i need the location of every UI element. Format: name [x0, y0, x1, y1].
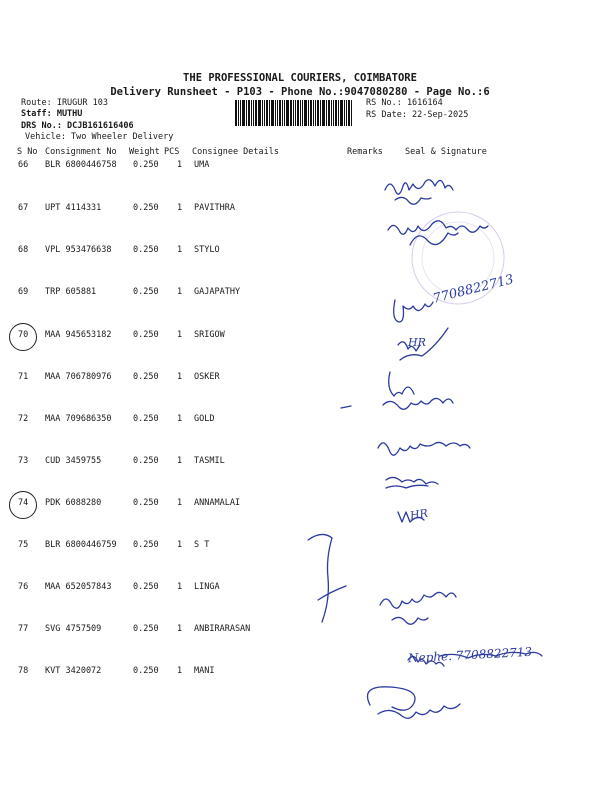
col-pcs: PCS [164, 147, 180, 157]
row-consignee: S T [194, 540, 210, 550]
row-consignee: OSKER [194, 372, 220, 382]
company-title: THE PROFESSIONAL COURIERS, COIMBATORE [183, 72, 417, 84]
row-consignment: UPT 4114331 [45, 203, 102, 213]
rs-number: RS No.: 1616164 [366, 98, 443, 108]
row-weight: 0.250 [133, 372, 159, 382]
row-consignee: STYLO [194, 245, 220, 255]
route-label: Route: IRUGUR 103 [21, 98, 108, 108]
row-sno: 71 [18, 372, 29, 382]
handwritten-nephew-note: Nephe. 7708822713 [407, 644, 533, 666]
row-sno: 78 [18, 666, 29, 676]
col-weight: Weight [129, 147, 160, 157]
vehicle-label: Vehicle: Two Wheeler Delivery [25, 132, 174, 142]
row-consignee: MANI [194, 666, 215, 676]
row-pcs: 1 [177, 540, 183, 550]
row-sno: 67 [18, 203, 29, 213]
row-weight: 0.250 [133, 624, 159, 634]
row-pcs: 1 [177, 666, 183, 676]
runsheet-subtitle: Delivery Runsheet - P103 - Phone No.:9047080280 - Page No.:6 [110, 86, 490, 98]
row-consignment: TRP 605881 [45, 287, 97, 297]
col-consignee: Consignee Details [192, 147, 279, 157]
row-consignee: ANBIRARASAN [194, 624, 251, 634]
col-sno: S No [17, 147, 38, 157]
row-pcs: 1 [177, 330, 183, 340]
row-pcs: 1 [177, 414, 183, 424]
row-pcs: 1 [177, 160, 183, 170]
handwritten-phone-note: 7708822713 [431, 272, 516, 307]
staff-label: Staff: MUTHU [21, 109, 83, 119]
row-weight: 0.250 [133, 245, 159, 255]
row-consignment: BLR 6800446758 [45, 160, 117, 170]
row-weight: 0.250 [133, 582, 159, 592]
row-weight: 0.250 [133, 666, 159, 676]
row-weight: 0.250 [133, 540, 159, 550]
row-weight: 0.250 [133, 203, 159, 213]
row-pcs: 1 [177, 287, 183, 297]
col-remarks: Remarks [347, 147, 383, 157]
row-sno: 73 [18, 456, 29, 466]
drs-number: DRS No.: DCJB161616406 [21, 121, 134, 131]
handwritten-hr-note: HR [408, 336, 426, 349]
row-pcs: 1 [177, 372, 183, 382]
row-consignment: MAA 945653182 [45, 330, 112, 340]
row-consignee: PAVITHRA [194, 203, 235, 213]
row-consignment: MAA 652057843 [45, 582, 112, 592]
col-consignment: Consignment No [45, 147, 117, 157]
col-seal: Seal & Signature [405, 147, 487, 157]
row-consignment: PDK 6088280 [45, 498, 102, 508]
row-consignment: SVG 4757509 [45, 624, 102, 634]
row-weight: 0.250 [133, 498, 159, 508]
handwritten-hr-note: HR [409, 506, 429, 523]
row-pcs: 1 [177, 245, 183, 255]
row-consignee: UMA [194, 160, 210, 170]
row-consignment: VPL 953476638 [45, 245, 112, 255]
row-consignment: MAA 706780976 [45, 372, 112, 382]
row-consignee: LINGA [194, 582, 220, 592]
row-pcs: 1 [177, 624, 183, 634]
row-consignment: MAA 709686350 [45, 414, 112, 424]
row-consignment: BLR 6800446759 [45, 540, 117, 550]
row-pcs: 1 [177, 203, 183, 213]
row-sno: 74 [18, 498, 29, 508]
row-sno: 66 [18, 160, 29, 170]
row-sno: 77 [18, 624, 29, 634]
row-consignee: SRIGOW [194, 330, 225, 340]
row-sno: 70 [18, 330, 29, 340]
row-pcs: 1 [177, 582, 183, 592]
row-sno: 68 [18, 245, 29, 255]
row-consignee: GOLD [194, 414, 215, 424]
row-pcs: 1 [177, 498, 183, 508]
row-weight: 0.250 [133, 414, 159, 424]
row-weight: 0.250 [133, 456, 159, 466]
row-sno: 75 [18, 540, 29, 550]
row-weight: 0.250 [133, 330, 159, 340]
rs-date: RS Date: 22-Sep-2025 [366, 110, 469, 120]
row-sno: 72 [18, 414, 29, 424]
row-consignee: GAJAPATHY [194, 287, 241, 297]
row-weight: 0.250 [133, 160, 159, 170]
row-consignee: ANNAMALAI [194, 498, 241, 508]
row-sno: 76 [18, 582, 29, 592]
row-consignment: KVT 3420072 [45, 666, 102, 676]
row-sno: 69 [18, 287, 29, 297]
row-pcs: 1 [177, 456, 183, 466]
row-weight: 0.250 [133, 287, 159, 297]
row-consignee: TASMIL [194, 456, 225, 466]
row-consignment: CUD 3459755 [45, 456, 102, 466]
